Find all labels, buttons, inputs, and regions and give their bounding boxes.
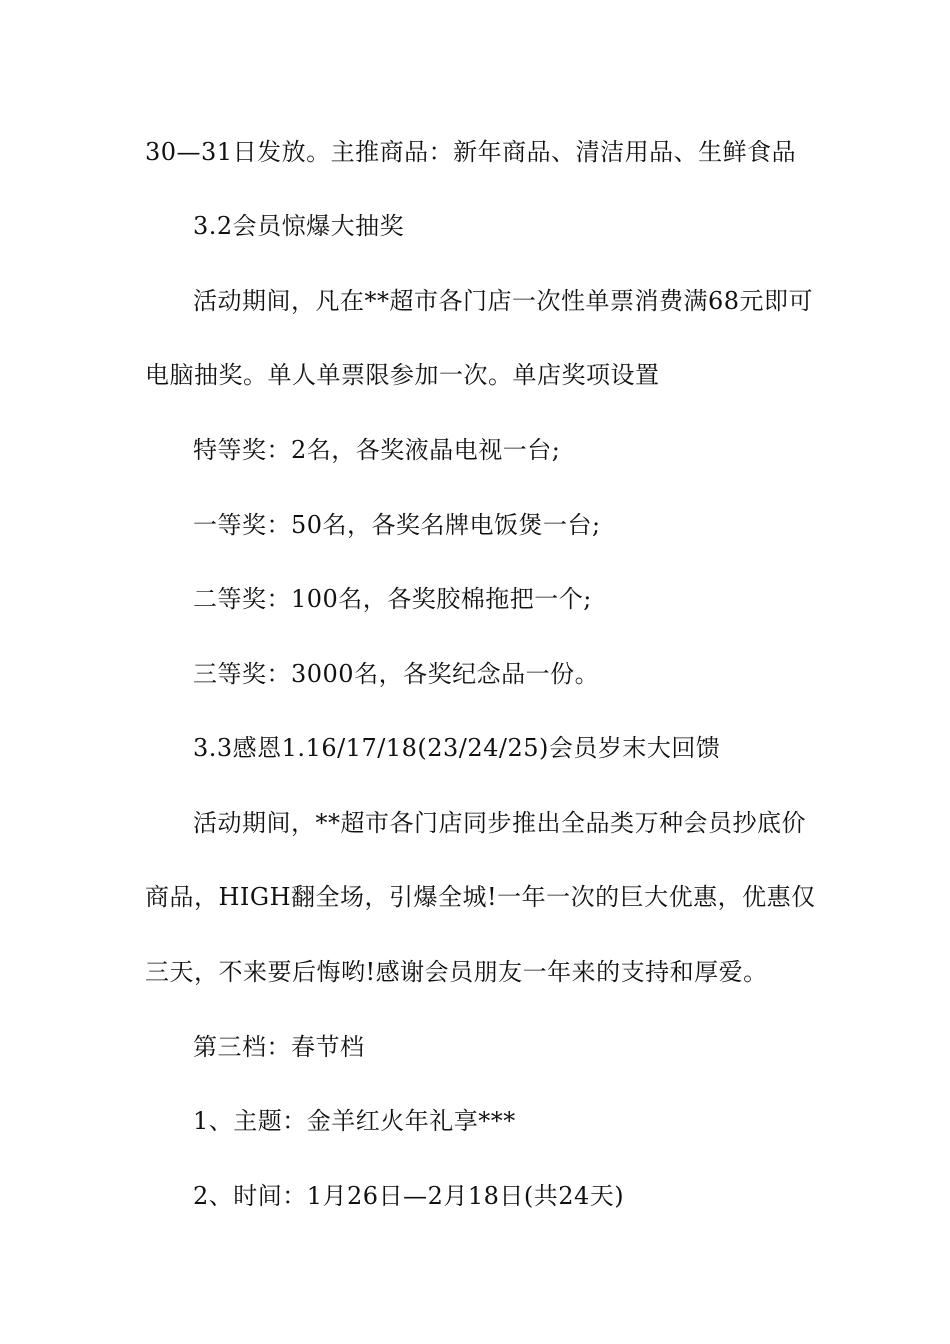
section-heading: 3.3感恩1.16/17/18(23/24/25)会员岁末大回馈: [193, 734, 721, 762]
paragraph-line: 三天，不来要后悔哟!感谢会员朋友一年来的支持和厚爱。: [145, 958, 768, 986]
section-heading: 3.2会员惊爆大抽奖: [193, 212, 405, 240]
list-item: 1、主题：金羊红火年礼享***: [193, 1107, 516, 1135]
paragraph-line: 活动期间，凡在**超市各门店一次性单票消费满68元即可: [193, 287, 814, 315]
paragraph-line: 电脑抽奖。单人单票限参加一次。单店奖项设置: [145, 361, 660, 389]
prize-line: 三等奖：3000名，各奖纪念品一份。: [193, 660, 600, 688]
prize-line: 二等奖：100名，各奖胶棉拖把一个;: [193, 585, 592, 613]
text-line: 30—31日发放。主推商品：新年商品、清洁用品、生鲜食品: [145, 138, 797, 166]
prize-line: 一等奖：50名，各奖名牌电饭煲一台;: [193, 511, 601, 539]
paragraph-line: 商品，HIGH翻全场，引爆全城!一年一次的巨大优惠，优惠仅: [145, 883, 816, 911]
list-item: 2、时间：1月26日—2月18日(共24天): [193, 1182, 625, 1210]
prize-line: 特等奖：2名，各奖液晶电视一台;: [193, 436, 561, 464]
section-heading: 第三档：春节档: [193, 1033, 365, 1061]
paragraph-line: 活动期间，**超市各门店同步推出全品类万种会员抄底价: [193, 809, 806, 837]
